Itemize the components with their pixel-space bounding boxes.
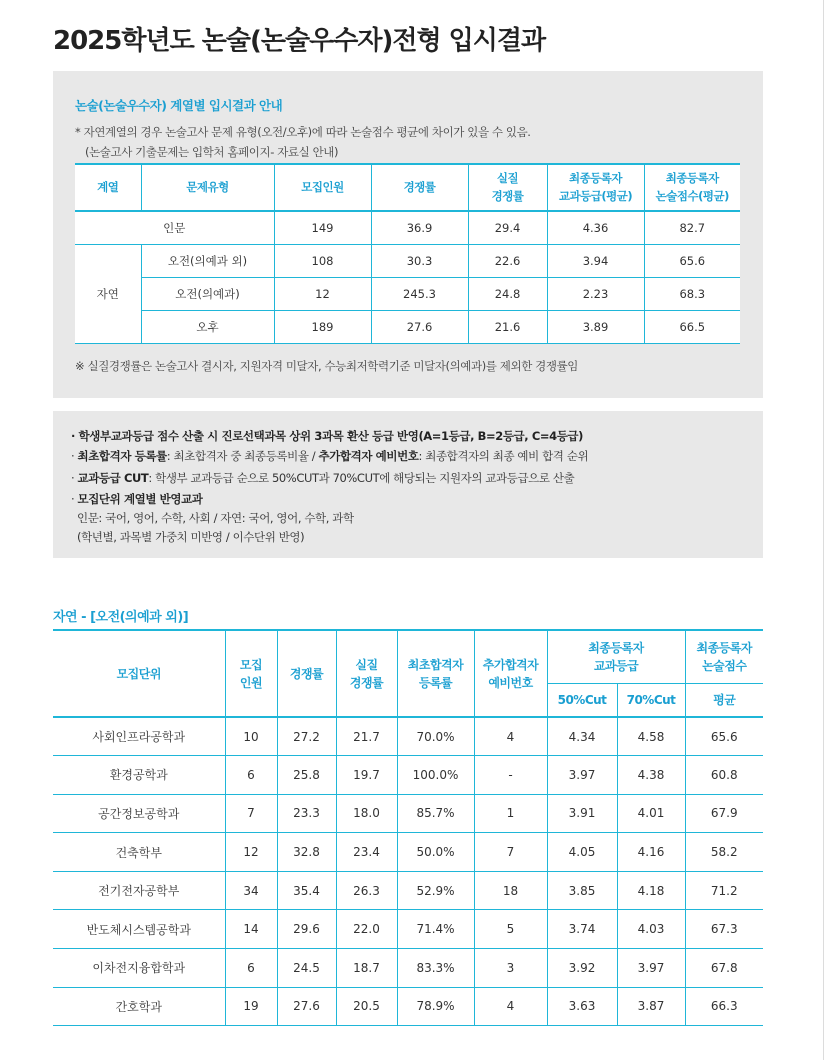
first-rate-cell: 52.9% (397, 871, 474, 910)
cut50-cell: 4.34 (547, 717, 617, 756)
competition-cell: 27.6 (277, 987, 336, 1026)
guide-note: * 자연계열의 경우 논술고사 문제 유형(오전/오후)에 따라 논술점수 평균에 차이가 있을 수 있음. (75, 125, 531, 139)
table-row (53, 717, 763, 756)
first-rate-cell: 83.3% (397, 949, 474, 988)
info-line-rates: · 최초합격자 등록률: 최초합격자 중 최종등록비율 / 추가합격자 예비번호: 최종합격자의 최종 예비 합격 순위 (71, 449, 589, 463)
info-term: 교과등급 CUT (77, 471, 149, 485)
info-term: 추가합격자 예비번호 (318, 449, 419, 463)
guide-note-sub: (논술고사 기출문제는 입학처 홈페이지- 자료실 안내) (85, 145, 339, 159)
essay-avg-cell: 67.8 (685, 949, 763, 988)
info-term: 최초합격자 등록률 (77, 449, 167, 463)
quota-cell: 7 (225, 794, 277, 833)
real-competition-cell: 26.3 (336, 871, 397, 910)
table-cell: 149 (274, 211, 371, 244)
info-line-weight: (학년별, 과목별 가중치 미반영 / 이수단위 반영) (77, 530, 305, 544)
cut70-cell: 3.97 (617, 949, 685, 988)
table-cell: 29.4 (468, 211, 547, 244)
cut70-cell: 4.38 (617, 756, 685, 795)
info-term: 모집단위 계열별 반영교과 (77, 492, 203, 506)
quota-cell: 34 (225, 871, 277, 910)
quota-cell: 14 (225, 910, 277, 949)
competition-cell: 25.8 (277, 756, 336, 795)
header-cut70: 70%Cut (617, 683, 685, 717)
table-cell: 24.8 (468, 277, 547, 310)
header-unit: 모집단위 (53, 630, 225, 717)
real-competition-cell: 18.7 (336, 949, 397, 988)
quota-cell: 19 (225, 987, 277, 1026)
exam-type-cell: 오후 (141, 310, 274, 343)
first-rate-cell: 78.9% (397, 987, 474, 1026)
table-row (75, 211, 740, 244)
table-row (75, 244, 740, 277)
humanities-label: 인문 (75, 211, 274, 244)
guide-footnote: ※ 실질경쟁률은 논술고사 결시자, 지원자격 미달자, 수능최저학력기준 미달자(의예과)를 제외한 경쟁률임 (75, 359, 578, 373)
unit-cell: 환경공학과 (53, 756, 225, 795)
table-row (53, 794, 763, 833)
header-quota: 모집 인원 (225, 630, 277, 717)
detail-table (53, 629, 763, 1026)
cut70-cell: 4.18 (617, 871, 685, 910)
table-row (53, 910, 763, 949)
competition-cell: 24.5 (277, 949, 336, 988)
cut50-cell: 4.05 (547, 833, 617, 872)
header-competition: 경쟁률 (371, 164, 468, 211)
table-cell: 21.6 (468, 310, 547, 343)
competition-cell: 32.8 (277, 833, 336, 872)
waitlist-cell: 4 (474, 717, 547, 756)
table-row (75, 310, 740, 343)
real-competition-cell: 19.7 (336, 756, 397, 795)
info-desc: : 최종합격자의 최종 예비 합격 순위 (418, 449, 589, 463)
info-desc: : 최초합격자 중 최종등록비율 / (166, 449, 319, 463)
info-panel (53, 411, 763, 558)
unit-cell: 이차전지융합학과 (53, 949, 225, 988)
unit-cell: 전기전자공학부 (53, 871, 225, 910)
detail-body (53, 717, 763, 1026)
waitlist-cell: - (474, 756, 547, 795)
header-essay-avg: 최종등록자 논술점수(평균) (644, 164, 740, 211)
header-grade-group: 최종등록자 교과등급 (547, 630, 685, 683)
waitlist-cell: 5 (474, 910, 547, 949)
cut50-cell: 3.97 (547, 756, 617, 795)
competition-cell: 35.4 (277, 871, 336, 910)
waitlist-cell: 7 (474, 833, 547, 872)
header-cut50: 50%Cut (547, 683, 617, 717)
quota-cell: 10 (225, 717, 277, 756)
unit-cell: 건축학부 (53, 833, 225, 872)
detail-header-row (53, 630, 763, 683)
cut70-cell: 4.58 (617, 717, 685, 756)
table-cell: 12 (274, 277, 371, 310)
table-cell: 108 (274, 244, 371, 277)
header-real-competition: 실질 경쟁률 (336, 630, 397, 717)
table-cell: 4.36 (547, 211, 644, 244)
essay-avg-cell: 66.3 (685, 987, 763, 1026)
info-line-cut: · 교과등급 CUT: 학생부 교과등급 순으로 50%CUT과 70%CUT에 해당되는 지원자의 교과등급으로 산출 (71, 471, 575, 485)
cut50-cell: 3.92 (547, 949, 617, 988)
table-cell: 82.7 (644, 211, 740, 244)
table-cell: 3.94 (547, 244, 644, 277)
header-field: 계열 (75, 164, 141, 211)
quota-cell: 6 (225, 949, 277, 988)
table-cell: 2.23 (547, 277, 644, 310)
guide-panel (53, 71, 763, 398)
table-cell: 65.6 (644, 244, 740, 277)
essay-avg-cell: 60.8 (685, 756, 763, 795)
competition-cell: 23.3 (277, 794, 336, 833)
real-competition-cell: 23.4 (336, 833, 397, 872)
header-grade-avg: 최종등록자 교과등급(평균) (547, 164, 644, 211)
essay-avg-cell: 71.2 (685, 871, 763, 910)
header-exam-type: 문제유형 (141, 164, 274, 211)
quota-cell: 6 (225, 756, 277, 795)
table-row (75, 277, 740, 310)
cut70-cell: 4.01 (617, 794, 685, 833)
cut50-cell: 3.85 (547, 871, 617, 910)
table-cell: 3.89 (547, 310, 644, 343)
info-line-subjects-title: · 모집단위 계열별 반영교과 (71, 492, 203, 506)
header-avg: 평균 (685, 683, 763, 717)
table-cell: 36.9 (371, 211, 468, 244)
header-competition: 경쟁률 (277, 630, 336, 717)
first-rate-cell: 71.4% (397, 910, 474, 949)
waitlist-cell: 4 (474, 987, 547, 1026)
exam-type-cell: 오전(의예과 외) (141, 244, 274, 277)
info-desc: : 학생부 교과등급 순으로 50%CUT과 70%CUT에 해당되는 지원자의 교과등급으로 산출 (148, 471, 575, 485)
table-cell: 189 (274, 310, 371, 343)
unit-cell: 공간정보공학과 (53, 794, 225, 833)
essay-avg-cell: 67.3 (685, 910, 763, 949)
essay-avg-cell: 67.9 (685, 794, 763, 833)
first-rate-cell: 100.0% (397, 756, 474, 795)
cut50-cell: 3.91 (547, 794, 617, 833)
table-row (53, 756, 763, 795)
page-title: 2025학년도 논술(논술우수자)전형 입시결과 (53, 26, 546, 56)
real-competition-cell: 21.7 (336, 717, 397, 756)
cut70-cell: 4.03 (617, 910, 685, 949)
waitlist-cell: 1 (474, 794, 547, 833)
guide-title: 논술(논술우수자) 계열별 입시결과 안내 (75, 98, 283, 113)
unit-cell: 반도체시스템공학과 (53, 910, 225, 949)
section-title: 자연 - [오전(의예과 외)] (53, 610, 189, 625)
table-row (53, 871, 763, 910)
summary-table (75, 163, 740, 344)
header-waitlist: 추가합격자 예비번호 (474, 630, 547, 717)
science-label: 자연 (75, 244, 141, 343)
quota-cell: 12 (225, 833, 277, 872)
real-competition-cell: 20.5 (336, 987, 397, 1026)
header-real-competition: 실질 경쟁률 (468, 164, 547, 211)
table-cell: 66.5 (644, 310, 740, 343)
first-rate-cell: 85.7% (397, 794, 474, 833)
table-row (53, 949, 763, 988)
table-row (53, 833, 763, 872)
right-edge-rule (823, 0, 824, 1060)
info-line-text: · 학생부교과등급 점수 산출 시 진로선택과목 상위 3과목 환산 등급 반영(A=1등급, B=2등급, C=4등급) (71, 429, 583, 443)
unit-cell: 간호학과 (53, 987, 225, 1026)
info-line-grade-conversion (71, 428, 583, 444)
competition-cell: 29.6 (277, 910, 336, 949)
first-rate-cell: 50.0% (397, 833, 474, 872)
table-cell: 22.6 (468, 244, 547, 277)
waitlist-cell: 3 (474, 949, 547, 988)
info-line-subjects: 인문: 국어, 영어, 수학, 사회 / 자연: 국어, 영어, 수학, 과학 (77, 511, 354, 525)
exam-type-cell: 오전(의예과) (141, 277, 274, 310)
table-cell: 68.3 (644, 277, 740, 310)
unit-cell: 사회인프라공학과 (53, 717, 225, 756)
cut70-cell: 3.87 (617, 987, 685, 1026)
real-competition-cell: 22.0 (336, 910, 397, 949)
first-rate-cell: 70.0% (397, 717, 474, 756)
table-cell: 245.3 (371, 277, 468, 310)
table-cell: 30.3 (371, 244, 468, 277)
cut50-cell: 3.63 (547, 987, 617, 1026)
table-cell: 27.6 (371, 310, 468, 343)
waitlist-cell: 18 (474, 871, 547, 910)
cut50-cell: 3.74 (547, 910, 617, 949)
header-quota: 모집인원 (274, 164, 371, 211)
competition-cell: 27.2 (277, 717, 336, 756)
header-essay-group: 최종등록자 논술점수 (685, 630, 763, 683)
cut70-cell: 4.16 (617, 833, 685, 872)
essay-avg-cell: 58.2 (685, 833, 763, 872)
header-first-rate: 최초합격자 등록률 (397, 630, 474, 717)
essay-avg-cell: 65.6 (685, 717, 763, 756)
summary-header-row (75, 164, 740, 211)
real-competition-cell: 18.0 (336, 794, 397, 833)
table-row (53, 987, 763, 1026)
